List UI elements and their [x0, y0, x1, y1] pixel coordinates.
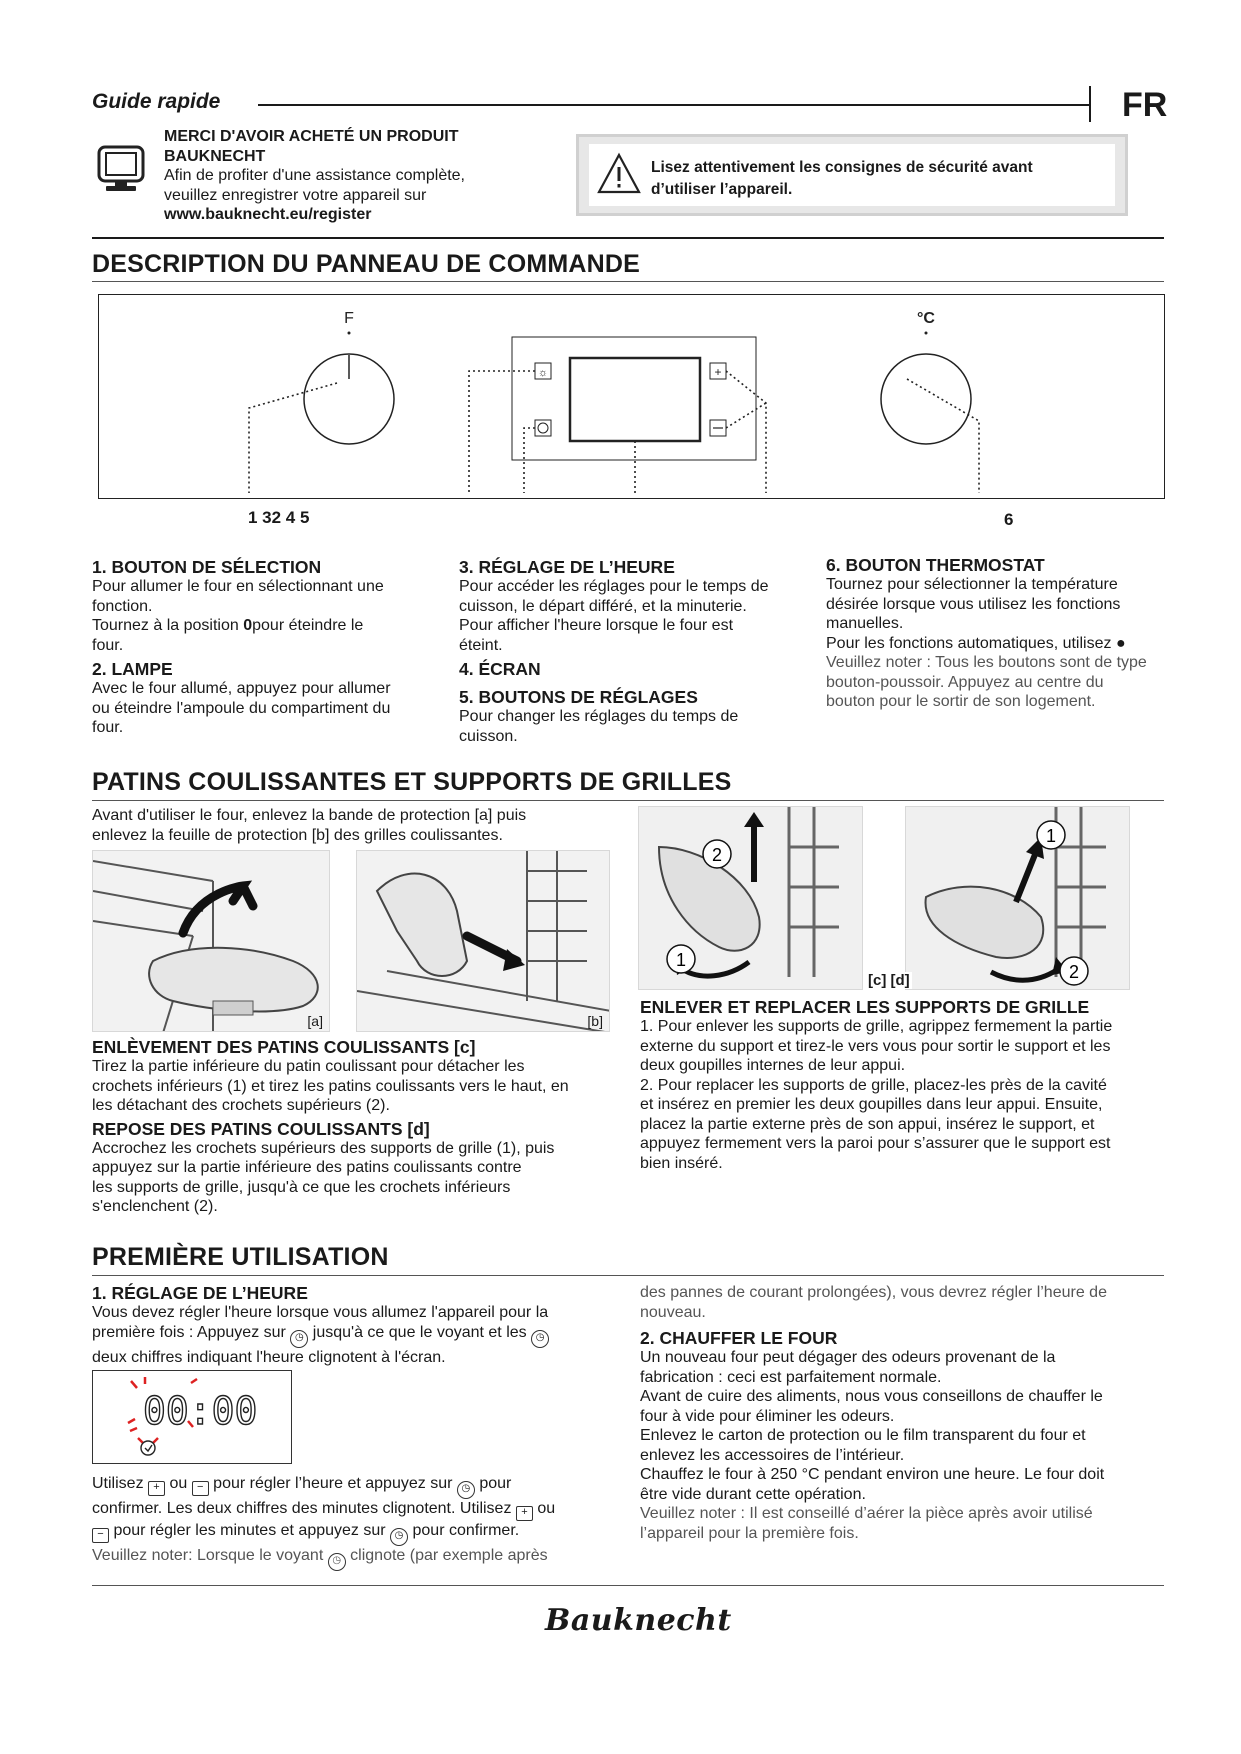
adjust-text-g: pour régler les minutes et appuyez sur — [113, 1522, 386, 1539]
desc-1-text-b: pour éteindre le — [252, 617, 364, 634]
shelf-supports-text: appuyez fermement vers la paroi pour s’assurer que le support est — [640, 1135, 1111, 1152]
shelf-supports-text: externe du support et tirez-le vers vous pour sortir le support et les — [640, 1037, 1111, 1055]
preheat-text: enlevez les accessoires de l’intérieur. — [640, 1446, 905, 1464]
callout-number-right: 6 — [1004, 510, 1014, 529]
desc-1-text: fonction. — [92, 597, 153, 615]
desc-2-text: ou éteindre l'ampoule du compartiment du — [92, 699, 391, 717]
preheat-text: Avant de cuire des aliments, nous vous conseillons de chauffer le — [640, 1388, 1103, 1405]
photo-remove-tape — [92, 850, 330, 1032]
minus-icon: − — [192, 1481, 209, 1496]
clock-icon: ◷ — [290, 1330, 308, 1348]
rails-section-title: PATINS COULISSANTES ET SUPPORTS DE GRILLES — [92, 768, 732, 796]
remove-rails-heading: ENLÈVEMENT DES PATINS COULISSANTS [c] — [92, 1037, 476, 1057]
shelf-supports-heading: ENLEVER ET REPLACER LES SUPPORTS DE GRILLE — [640, 997, 1090, 1017]
photo-remove-rail — [638, 806, 863, 990]
desc-1-text: four. — [92, 636, 124, 654]
desc-1-heading: 1. BOUTON DE SÉLECTION — [92, 557, 322, 577]
display-screen — [570, 358, 700, 441]
adjust-text-d: pour — [479, 1475, 512, 1492]
set-time-text-c: et les — [488, 1323, 527, 1341]
preheat-text: Enlevez le carton de protection ou le film transparent du four et — [640, 1427, 1086, 1444]
shelf-supports-text: bien inséré. — [640, 1154, 723, 1172]
clock-icon: ◷ — [390, 1528, 408, 1546]
svg-text:+: + — [714, 365, 722, 379]
adjust-text-e: confirmer. Les deux chiffres des minutes clignotent. Utilisez — [92, 1500, 512, 1517]
rails-right-text — [640, 997, 1170, 1173]
desc-6-text: manuelles. — [826, 615, 904, 632]
desc-6-note: Veuillez noter : Tous les boutons sont de type — [826, 654, 1147, 671]
tag-b: [b] — [587, 1013, 603, 1029]
plus-icon: + — [516, 1506, 533, 1521]
preheat-heading: 2. CHAUFFER LE FOUR — [640, 1328, 838, 1348]
set-time-text-a: première fois : Appuyez sur — [92, 1323, 286, 1341]
first-use-left — [92, 1283, 612, 1367]
refit-rails-text: appuyez sur la partie inférieure des patins coulissants contre — [92, 1159, 522, 1176]
svg-text:☼: ☼ — [537, 367, 549, 379]
plus-icon: + — [148, 1481, 165, 1496]
step-1-marker: 1 — [1045, 826, 1057, 846]
desc-5-text: Pour changer les réglages du temps de — [459, 708, 739, 725]
adjust-text — [92, 1474, 612, 1499]
step-2-marker: 2 — [1068, 962, 1080, 982]
remove-rails-text: Tirez la partie inférieure du patin coulissant pour détacher les — [92, 1058, 525, 1075]
safety-line-2: d’utiliser l’appareil. — [651, 181, 793, 198]
shelf-supports-text: 2. Pour replacer les supports de grille, placez-les près de la cavité — [640, 1076, 1107, 1094]
refit-rails-text: s'enclenchent (2). — [92, 1198, 218, 1215]
adjust-text-a: Utilisez — [92, 1475, 144, 1492]
label-f: F — [344, 310, 354, 327]
language-code: FR — [1122, 86, 1168, 124]
desc-col-1 — [92, 557, 432, 738]
desc-1-text-a: Tournez à la position — [92, 617, 239, 634]
section-rule — [92, 281, 1164, 282]
minus-icon: − — [92, 1528, 109, 1543]
safety-line-1: Lisez attentivement les consignes de sécurité avant — [651, 159, 1033, 176]
clock-note-cont: nouveau. — [640, 1303, 706, 1321]
adjust-text-b: ou — [169, 1475, 188, 1492]
auto-symbol: ● — [1115, 634, 1126, 652]
thanks-block — [164, 127, 544, 225]
step-1-marker: 1 — [675, 950, 687, 970]
computer-icon — [96, 144, 146, 196]
control-panel-diagram — [98, 294, 1165, 499]
rails-left-text — [92, 1037, 632, 1217]
desc-1-text — [92, 616, 432, 636]
desc-col-2 — [459, 557, 804, 746]
tag-cd: [c] [d] — [868, 972, 910, 989]
adjust-text — [92, 1499, 612, 1521]
thanks-heading-2: BAUKNECHT — [164, 147, 266, 165]
brand-logo: Bauknecht — [545, 1603, 732, 1638]
adjust-text-f: ou — [537, 1500, 556, 1517]
warning-icon — [597, 152, 641, 196]
desc-3-text: Pour accéder les réglages pour le temps de — [459, 578, 769, 595]
header-rule — [258, 104, 1090, 106]
preheat-text: four à vide pour éliminer les odeurs. — [640, 1407, 895, 1425]
refit-rails-text: les supports de grille, jusqu'à ce que les crochets inférieurs — [92, 1178, 511, 1196]
lcd-digits: 00:00 — [143, 1389, 258, 1433]
first-use-title: PREMIÈRE UTILISATION — [92, 1243, 389, 1271]
clock-icon: ◷ — [328, 1553, 346, 1571]
clock-note — [92, 1546, 612, 1571]
zero-symbol: 0 — [243, 617, 253, 634]
desc-6-text: Tournez pour sélectionner la température — [826, 576, 1118, 593]
photo-remove-film — [356, 850, 610, 1032]
clock-note-b: clignote (par exemple après — [350, 1547, 548, 1564]
desc-3-text: Pour afficher l'heure lorsque le four est — [459, 617, 734, 634]
rails-intro-line: Avant d'utiliser le four, enlevez la bande de protection [a] puis — [92, 807, 527, 824]
desc-5-text: cuisson. — [459, 727, 518, 745]
tag-a: [a] — [307, 1013, 323, 1029]
first-use-right — [640, 1283, 1170, 1543]
desc-4-heading: 4. ÉCRAN — [459, 659, 541, 679]
desc-5-heading: 5. BOUTONS DE RÉGLAGES — [459, 687, 698, 707]
guide-title: Guide rapide — [92, 90, 221, 113]
shelf-supports-text: 1. Pour enlever les supports de grille, agrippez fermement la partie — [640, 1018, 1113, 1035]
shelf-supports-text: et insérez en premier les deux goupilles dans leur appui. Ensuite, — [640, 1096, 1103, 1113]
set-time-heading: 1. RÉGLAGE DE L’HEURE — [92, 1283, 308, 1303]
rails-intro-line: enlevez la feuille de protection [b] des grilles coulissantes. — [92, 826, 503, 844]
first-use-left-2 — [92, 1474, 612, 1571]
preheat-text: Chauffez le four à 250 °C pendant environ une heure. Le four doit — [640, 1466, 1105, 1483]
set-time-text-b: jusqu'à ce que le voyant — [312, 1323, 484, 1341]
lcd-drawing — [93, 1371, 290, 1462]
register-link[interactable]: www.bauknecht.eu/register — [164, 206, 372, 223]
panel-section-title: DESCRIPTION DU PANNEAU DE COMMANDE — [92, 250, 641, 278]
photo-d-drawing — [906, 807, 1130, 990]
desc-2-text: Avec le four allumé, appuyez pour allumer — [92, 680, 391, 697]
photo-b-drawing — [357, 851, 610, 1032]
remove-rails-text: crochets inférieurs (1) et tirez les patins coulissants vers le haut, en — [92, 1077, 569, 1095]
preheat-text: Un nouveau four peut dégager des odeurs provenant de la — [640, 1349, 1056, 1366]
preheat-text: être vide durant cette opération. — [640, 1485, 866, 1503]
desc-col-3 — [826, 555, 1171, 712]
desc-6-note: bouton-poussoir. Appuyez au centre du — [826, 673, 1104, 691]
top-divider — [92, 237, 1164, 239]
clock-note-a: Veuillez noter: Lorsque le voyant — [92, 1547, 324, 1564]
desc-6-note: bouton pour le sortir de son logement. — [826, 693, 1096, 710]
preheat-note: Veuillez noter : Il est conseillé d’aérer la pièce après avoir utilisé — [640, 1505, 1093, 1522]
section-rule — [92, 1275, 1164, 1276]
desc-6-text-a: Pour les fonctions automatiques, utilisez — [826, 634, 1112, 652]
clock-note-cont: des pannes de courant prolongées), vous devrez régler l’heure de — [640, 1284, 1107, 1301]
step-2-marker: 2 — [711, 845, 723, 865]
clock-icon: ◷ — [457, 1481, 475, 1499]
rails-intro — [92, 806, 632, 845]
desc-6-heading: 6. BOUTON THERMOSTAT — [826, 555, 1045, 575]
adjust-text-h: pour confirmer. — [412, 1522, 520, 1539]
safety-notice — [576, 134, 1128, 216]
remove-rails-text: les détachant des crochets supérieurs (2). — [92, 1097, 390, 1114]
clock-icon: ◷ — [531, 1330, 549, 1348]
refit-rails-text: Accrochez les crochets supérieurs des supports de grille (1), puis — [92, 1139, 555, 1157]
thermostat-knob — [881, 354, 971, 444]
adjust-text — [92, 1521, 612, 1546]
adjust-text-c: pour régler l’heure et appuyez sur — [213, 1475, 453, 1492]
desc-6-text: désirée lorsque vous utilisez les fonctions — [826, 595, 1121, 613]
thanks-heading-1: MERCI D'AVOIR ACHETÉ UN PRODUIT — [164, 128, 459, 145]
header-tick — [1089, 86, 1091, 122]
desc-1-text: Pour allumer le four en sélectionnant une — [92, 578, 384, 595]
set-time-text: Vous devez régler l'heure lorsque vous allumez l'appareil pour la — [92, 1304, 549, 1321]
preheat-text: fabrication : ceci est parfaitement normale. — [640, 1368, 942, 1386]
desc-3-heading: 3. RÉGLAGE DE L’HEURE — [459, 557, 675, 577]
refit-rails-heading: REPOSE DES PATINS COULISSANTS [d] — [92, 1118, 430, 1139]
shelf-supports-text: deux goupilles internes de leur appui. — [640, 1057, 906, 1074]
thanks-line-2: veuillez enregistrer votre appareil sur — [164, 186, 427, 204]
section-rule — [92, 800, 1164, 801]
preheat-note: l’appareil pour la première fois. — [640, 1524, 859, 1542]
desc-2-text: four. — [92, 719, 124, 736]
callout-numbers-left: 1 32 4 5 — [248, 508, 310, 527]
photo-a-drawing — [93, 851, 330, 1032]
desc-2-heading: 2. LAMPE — [92, 659, 173, 679]
panel-drawing — [99, 295, 1163, 497]
desc-6-text — [826, 634, 1171, 654]
label-celsius: °C — [917, 310, 935, 327]
set-time-text: deux chiffres indiquant l'heure clignotent à l'écran. — [92, 1348, 446, 1366]
thanks-line-1: Afin de profiter d'une assistance complète, — [164, 167, 465, 184]
set-time-text — [92, 1323, 612, 1348]
desc-3-text: cuisson, le départ différé, et la minuterie. — [459, 597, 747, 615]
shelf-supports-text: placez la partie externe près de son appui, insérez le support, et — [640, 1115, 1095, 1133]
photo-refit-rail — [905, 806, 1130, 990]
desc-3-text: éteint. — [459, 636, 503, 654]
footer-rule — [92, 1585, 1164, 1586]
display-illustration — [92, 1370, 292, 1464]
photo-c-drawing — [639, 807, 863, 990]
